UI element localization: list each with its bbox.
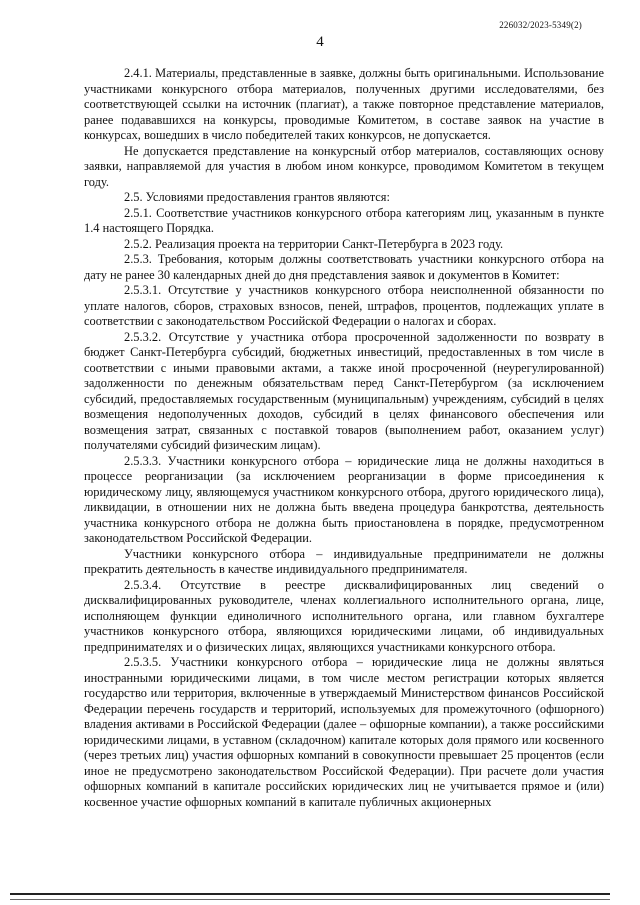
paragraph-2-5-3-1: 2.5.3.1. Отсутствие у участников конкурсного отбора неисполненной обязанности по уплате налогов, сборов, страховых взносов, пеней, штрафов, процентов, подлежащих уплате в соответствии с законодательством Российской Федерации о налогах и сборах.	[84, 283, 604, 328]
paragraph-2-5: 2.5. Условиями предоставления грантов являются:	[124, 190, 390, 204]
paragraph-2-5-3-5: 2.5.3.5. Участники конкурсного отбора – юридические лица не должны являться иностранными юридическими лицами, в том числе местом регистрации которых является государство или территория, включенные в утверждаемый Министерством финансов Российской Федерации перечень государств и территорий, используемых для промежуточного (офшорного) владения активами в Российской Федерации (далее – офшорные компании), а также российскими юридическими лицами, в уставном (складочном) капитале которых доля прямого или косвенного (через третьих лиц) участия офшорных компаний в совокупности превышает 25 процентов (если иное не предусмотрено законодательством Российской Федерации). При расчете доли участия офшорных компаний в капитале российских юридических лиц не учитывается прямое и (или) косвенное участие офшорных компаний в капитале публичных акционерных	[84, 655, 604, 809]
document-body	[84, 66, 604, 810]
paragraph-2-5-3-3: 2.5.3.3. Участники конкурсного отбора – юридические лица не должны находиться в процессе реорганизации (за исключением реорганизации в форме присоединения к юридическому лицу, являющемуся участником конкурсного отбора, другого юридического лица), ликвидации, в отношении них не должна быть введена процедура банкротства, деятельность участника конкурсного отбора не должна быть приостановлена в порядке, предусмотренном законодательством Российской Федерации.	[84, 453, 604, 545]
paragraph-2-5-2: 2.5.2. Реализация проекта на территории Санкт-Петербурга в 2023 году.	[124, 236, 504, 251]
page-number: 4	[316, 34, 324, 50]
scan-bottom-edge-shadow	[10, 899, 610, 900]
paragraph-2-5-3-2: 2.5.3.2. Отсутствие у участника отбора просроченной задолженности по возврату в бюджет Санкт-Петербурга субсидий, бюджетных инвестиций, предоставленных в том числе в соответствии с иными правовыми актами, а также иной просроченной (неурегулированной) задолженности по денежным обязательствам перед Санкт-Петербургом (за исключением субсидий, предоставляемых государственным (муниципальным) учреждениям, субсидий в целях возмещения недополученных доходов, субсидий в целях финансового обеспечения или возмещения затрат, связанных с поставкой товаров (выполнением работ, оказанием услуг) получателями субсидий физическим лицам).	[84, 329, 604, 452]
document-number: 226032/2023-5349(2)	[499, 20, 582, 30]
paragraph-2-5-3: 2.5.3. Требования, которым должны соответствовать участники конкурсного отбора на дату не ранее 30 календарных дней до дня представления заявок и документов в Комитет:	[84, 252, 604, 282]
scan-bottom-edge	[10, 893, 610, 895]
paragraph-2-4-1: 2.4.1. Материалы, представленные в заявке, должны быть оригинальными. Использование участниками конкурсного отбора материалов, полученных другими исследователями, без соответствующей ссылки на источник (плагиат), а также повторное представление материалов, ранее подававшихся на конкурсы, проводимые Комитетом, в составе заявок на участие в конкурсах, вошедших в число победителей таких конкурсов, не допускается.	[84, 66, 604, 142]
paragraph-plagiarism-note: Не допускается представление на конкурсный отбор материалов, составляющих основу заявки, направляемой для участия в любом ином конкурсе, проводимом Комитетом в текущем году.	[84, 143, 604, 189]
paragraph-2-5-3-4: 2.5.3.4. Отсутствие в реестре дисквалифицированных лиц сведений о дисквалифицированных руководителе, членах коллегиального исполнительного органа, лице, исполняющем функции единоличного исполнительного органа, или главном бухгалтере участников конкурсного отбора, являющихся юридическими лицами, об индивидуальных предпринимателях и о физических лицах, являющихся участниками конкурсного отбора.	[84, 577, 604, 654]
paragraph-entrepreneurs-note: Участники конкурсного отбора – индивидуальные предприниматели не должны прекратить деятельность в качестве индивидуального предпринимателя.	[84, 546, 604, 576]
paragraph-2-5-1: 2.5.1. Соответствие участников конкурсного отбора категориям лиц, указанным в пункте 1.4 настоящего Порядка.	[84, 205, 604, 235]
